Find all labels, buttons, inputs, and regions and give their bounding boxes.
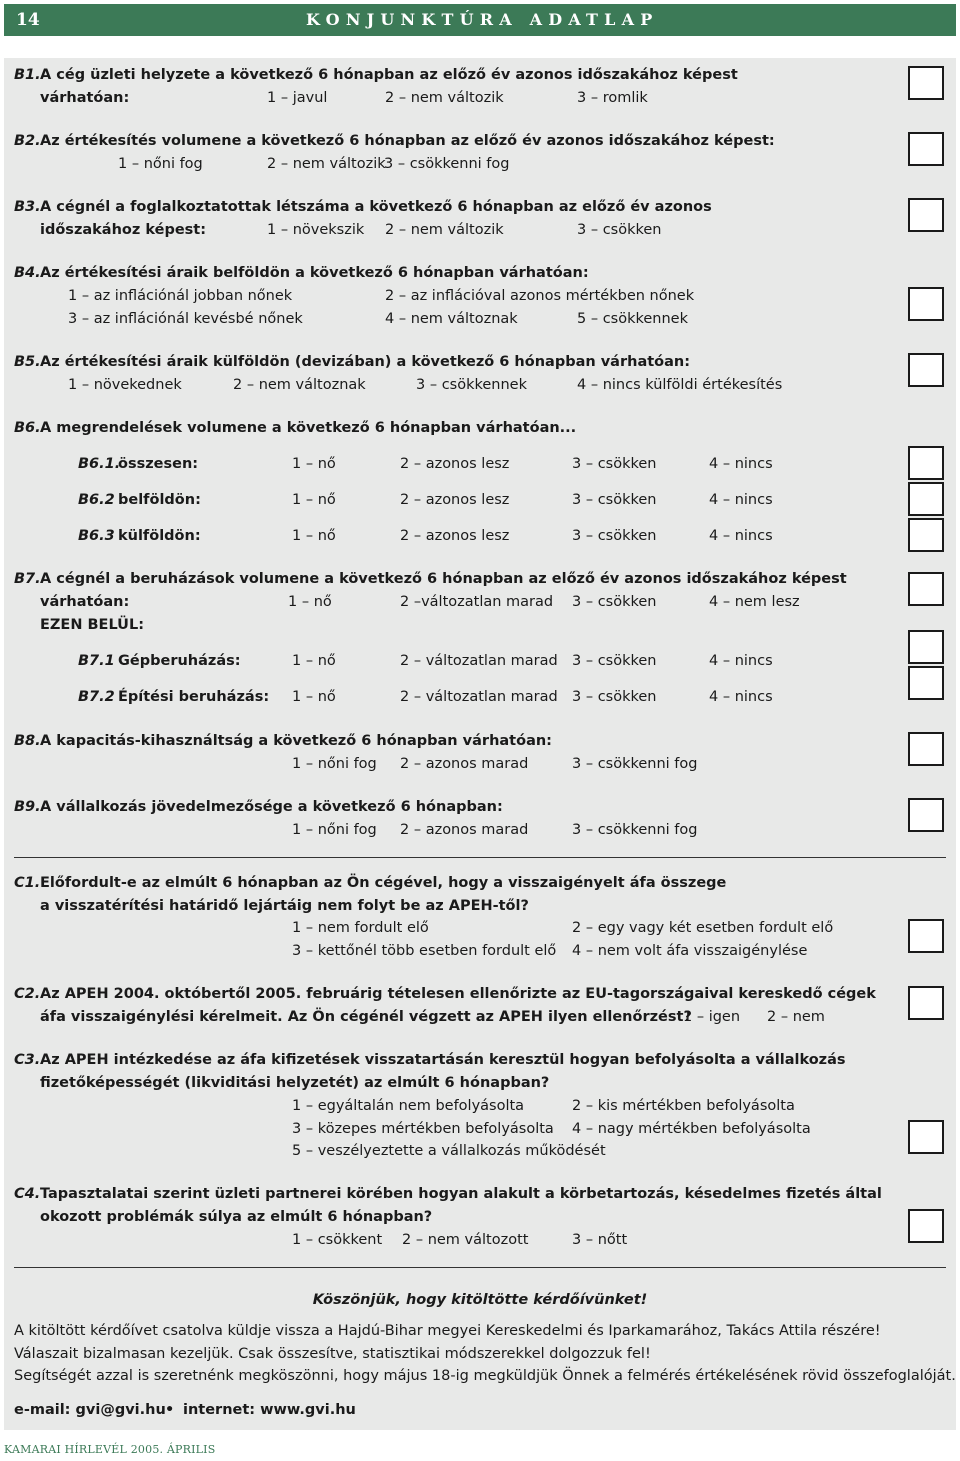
answer-option: 4 – nagy mértékben befolyásolta (572, 1121, 811, 1137)
answer-option: 1 – egyáltalán nem befolyásolta (292, 1098, 525, 1114)
answer-option: 1 – nőni fog (118, 156, 203, 172)
answer-option: 3 – közepes mértékben befolyásolta (292, 1121, 554, 1137)
answer-box-b2[interactable] (908, 132, 944, 166)
question-text: A kapacitás-kihasználtság a következő 6 hónapban várhatóan: (40, 733, 552, 749)
question-code: C1. (14, 875, 41, 891)
answer-option: 2 – kis mértékben befolyásolta (572, 1098, 795, 1114)
answer-option: 1 – az inflációnál jobban nőnek (68, 288, 293, 304)
answer-option: 1 – nőni fog (292, 756, 377, 772)
answer-option: 1 – nő (292, 689, 336, 705)
answer-box-b8[interactable] (908, 732, 944, 766)
answer-option: 1 – növekszik (267, 222, 365, 238)
answer-option: 3 – csökken (572, 689, 657, 705)
answer-option: 3 – csökken (572, 594, 657, 610)
sub-question-code: B7.1 (78, 653, 115, 669)
answer-option: 2 – azonos lesz (400, 456, 510, 472)
thank-you-note: Köszönjük, hogy kitöltötte kérdőívünket! (312, 1292, 648, 1308)
answer-box-b6-3[interactable] (908, 518, 944, 552)
closing-text: A kitöltött kérdőívet csatolva küldje vissza a Hajdú-Bihar megyei Kereskedelmi és Iparkamarához, Takács Attila részére! (14, 1323, 881, 1339)
answer-option: 4 – nem lesz (709, 594, 800, 610)
answer-box-b9[interactable] (908, 798, 944, 832)
answer-option: 1 – csökkent (292, 1232, 383, 1248)
answer-option: 4 – nincs (709, 492, 773, 508)
question-code: B3. (14, 199, 41, 215)
answer-box-b6-2[interactable] (908, 482, 944, 516)
question-code: C3. (14, 1052, 41, 1068)
answer-box-c2[interactable] (908, 986, 944, 1020)
question-code: B7. (14, 571, 41, 587)
answer-option: 2 – nem (767, 1009, 825, 1025)
answer-option: 3 – csökken (572, 456, 657, 472)
question-code: B6. (14, 420, 41, 436)
question-text: fizetőképességét (likviditási helyzetét) az elmúlt 6 hónapban? (40, 1075, 550, 1091)
answer-option: 2 – azonos lesz (400, 528, 510, 544)
answer-option: 3 – csökkenni fog (572, 822, 698, 838)
answer-option: 2 – nem változik (267, 156, 386, 172)
answer-option: 3 – csökkenni fog (384, 156, 510, 172)
answer-box-b1[interactable] (908, 66, 944, 100)
page-header (4, 4, 956, 36)
closing-text: Segítségét azzal is szeretnénk megköszönni, hogy május 18-ig megküldjük Önnek a felmérés értékelésének rövid összefoglalóját. (14, 1368, 956, 1384)
question-text: Az APEH intézkedése az áfa kifizetések visszatartásán keresztül hogyan befolyásolta a vállalkozás (40, 1052, 846, 1068)
answer-box-c3[interactable] (908, 1120, 944, 1154)
answer-option: 3 – csökken (572, 492, 657, 508)
sub-question-label: külföldön: (118, 528, 201, 544)
question-code: C4. (14, 1186, 41, 1202)
answer-option: 1 – nő (292, 528, 336, 544)
sub-question-code: B6.3 (78, 528, 115, 544)
answer-option: 1 – nő (292, 492, 336, 508)
sub-question-code: B6.2 (78, 492, 115, 508)
answer-option: 5 – veszélyeztette a vállalkozás működését (292, 1143, 606, 1159)
answer-box-c1[interactable] (908, 919, 944, 953)
answer-option: 3 – az inflációnál kevésbé nőnek (68, 311, 303, 327)
answer-box-b5[interactable] (908, 353, 944, 387)
answer-option: 1 – nem fordult elő (292, 920, 429, 936)
answer-box-b7-2[interactable] (908, 666, 944, 700)
answer-option: 3 – csökken (572, 528, 657, 544)
question-text: A cégnél a foglalkoztatottak létszáma a következő 6 hónapban az előző év azonos (40, 199, 712, 215)
question-text: A cégnél a beruházások volumene a következő 6 hónapban az előző év azonos időszakához képest (40, 571, 847, 587)
sub-question-code: B6.1. (78, 456, 121, 472)
question-text: Tapasztalatai szerint üzleti partnerei körében hogyan alakult a körbetartozás, késedelmes fizetés által (40, 1186, 882, 1202)
website-link[interactable]: internet: www.gvi.hu (183, 1402, 356, 1418)
question-code: B1. (14, 67, 41, 83)
question-text: okozott problémák súlya az elmúlt 6 hónapban? (40, 1209, 433, 1225)
answer-option: 3 – csökkenni fog (572, 756, 698, 772)
answer-option: 3 – csökken (572, 653, 657, 669)
question-code: B5. (14, 354, 41, 370)
answer-option: 3 – csökken (577, 222, 662, 238)
email-link[interactable]: e-mail: gvi@gvi.hu (14, 1402, 166, 1418)
section-divider (14, 857, 946, 858)
question-text: Előfordult-e az elmúlt 6 hónapban az Ön cégével, hogy a visszaigényelt áfa összege (40, 875, 727, 891)
answer-option: 1 – nő (292, 653, 336, 669)
answer-option: 4 – nincs (709, 456, 773, 472)
question-text: Az értékesítési áraik külföldön (devizában) a következő 6 hónapban várhatóan: (40, 354, 691, 370)
answer-option: 4 – nincs külföldi értékesítés (577, 377, 783, 393)
answer-box-b6-1[interactable] (908, 446, 944, 480)
answer-option: 1 – javul (267, 90, 328, 106)
answer-option: 1 – nőni fog (292, 822, 377, 838)
question-code: B4. (14, 265, 41, 281)
sub-question-label: Gépberuházás: (118, 653, 241, 669)
question-code: B2. (14, 133, 41, 149)
answer-box-b7[interactable] (908, 572, 944, 606)
answer-box-b3[interactable] (908, 198, 944, 232)
question-text: Az értékesítés volumene a következő 6 hónapban az előző év azonos időszakához képest: (40, 133, 775, 149)
answer-option: 4 – nem volt áfa visszaigénylése (572, 943, 808, 959)
answer-option: 2 – nem változik (385, 222, 504, 238)
answer-option: 3 – romlik (577, 90, 648, 106)
answer-option: 4 – nem változnak (385, 311, 518, 327)
answer-option: 1 – nő (292, 456, 336, 472)
answer-option: 2 – változatlan marad (400, 653, 558, 669)
answer-option: 2 – azonos marad (400, 756, 529, 772)
page-number: 14 (16, 10, 40, 30)
question-code: C2. (14, 986, 41, 1002)
answer-option: 5 – csökkennek (577, 311, 688, 327)
answer-option: 4 – nincs (709, 689, 773, 705)
question-code: B8. (14, 733, 41, 749)
answer-option: 2 – azonos lesz (400, 492, 510, 508)
question-text: A vállalkozás jövedelmezősége a következő 6 hónapban: (40, 799, 503, 815)
answer-box-b4[interactable] (908, 287, 944, 321)
bullet-separator: • (165, 1402, 175, 1418)
section-divider (14, 1267, 946, 1268)
sub-question-code: B7.2 (78, 689, 115, 705)
question-text: A megrendelések volumene a következő 6 hónapban várhatóan... (40, 420, 577, 436)
sub-question-label: belföldön: (118, 492, 201, 508)
question-text: Az APEH 2004. októbertől 2005. februárig tételesen ellenőrizte az EU-tagországaival kereskedő cégek (40, 986, 876, 1002)
answer-option: 4 – nincs (709, 653, 773, 669)
answer-option: 2 – nem változnak (233, 377, 366, 393)
answer-option: 2 – nem változik (385, 90, 504, 106)
answer-option: 1 – nő (288, 594, 332, 610)
question-text: áfa visszaigénylési kérelmeit. Az Ön cégénél végzett az APEH ilyen ellenőrzést? (40, 1009, 692, 1025)
answer-option: 3 – nőtt (572, 1232, 628, 1248)
answer-option: 2 – nem változott (402, 1232, 529, 1248)
sub-question-label: összesen: (118, 456, 199, 472)
answer-option: 2 –változatlan marad (400, 594, 554, 610)
answer-option: 2 – változatlan marad (400, 689, 558, 705)
answer-option: 1 – növekednek (68, 377, 182, 393)
question-text: EZEN BELÜL: (40, 617, 144, 633)
question-text: a visszatérítési határidő lejártáig nem folyt be az APEH-től? (40, 898, 529, 914)
answer-option: 2 – azonos marad (400, 822, 529, 838)
question-text: várhatóan: (40, 594, 130, 610)
answer-option: 1 – igen (683, 1009, 741, 1025)
question-text: A cég üzleti helyzete a következő 6 hónapban az előző év azonos időszakához képest (40, 67, 738, 83)
answer-box-c4[interactable] (908, 1209, 944, 1243)
question-text: időszakához képest: (40, 222, 207, 238)
answer-option: 2 – egy vagy két esetben fordult elő (572, 920, 834, 936)
answer-option: 3 – csökkennek (416, 377, 527, 393)
answer-option: 3 – kettőnél több esetben fordult elő (292, 943, 557, 959)
question-text: várhatóan: (40, 90, 130, 106)
sub-question-label: Építési beruházás: (118, 689, 270, 705)
answer-box-b7-1[interactable] (908, 630, 944, 664)
closing-text: Válaszait bizalmasan kezeljük. Csak összesítve, statisztikai módszerekkel dolgozzuk fel! (14, 1346, 651, 1362)
question-code: B9. (14, 799, 41, 815)
footer-text: KAMARAI HÍRLEVÉL 2005. ÁPRILIS (4, 1443, 216, 1456)
answer-option: 4 – nincs (709, 528, 773, 544)
page-title: KONJUNKTÚRA ADATLAP (306, 10, 659, 29)
question-text: Az értékesítési áraik belföldön a következő 6 hónapban várhatóan: (40, 265, 589, 281)
answer-option: 2 – az inflációval azonos mértékben nőnek (385, 288, 695, 304)
